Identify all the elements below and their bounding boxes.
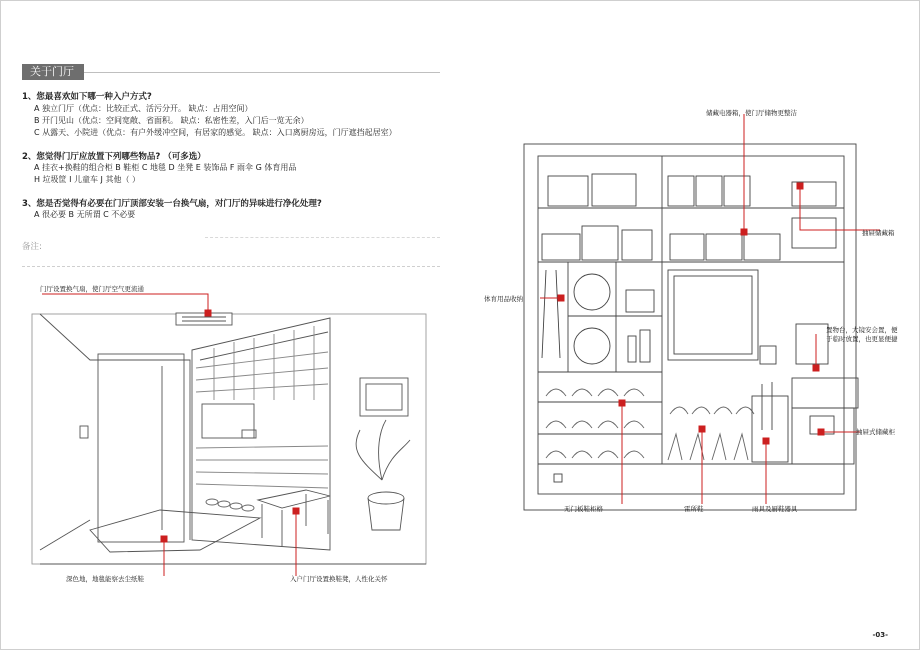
question-1: 1、您最喜欢如下哪一种入户方式? xyxy=(22,92,152,102)
callout-pull-out-box: 抽屉储藏箱 xyxy=(862,229,895,237)
callout-floor: 深色地，地毯能察去尘纸鞋 xyxy=(66,575,144,583)
divider xyxy=(205,237,440,238)
callout-top-shelf: 储藏电器箱，使门厅储物更整洁 xyxy=(706,109,797,117)
callout-stool: 入户门厅设置换鞋凳，人性化关怀 xyxy=(290,575,388,583)
page-number: -03- xyxy=(872,631,888,639)
question-1-option-b: B 开门见山（优点：空间宽敞、省面积。 缺点：私密性差，入门后一览无余） xyxy=(34,116,309,125)
callout-umbrella: 雨具及厨鞋器具 xyxy=(752,505,798,513)
callout-sports: 体育用品收纳 xyxy=(484,295,523,303)
callout-base-drawer: 抽屉式储藏柜 xyxy=(856,428,895,436)
question-3-options: A 很必要 B 无所谓 C 不必要 xyxy=(34,210,136,219)
callout-ceiling-fan: 门厅设置换气扇，使门厅空气更流通 xyxy=(40,285,144,293)
question-2-options-row1: A 挂衣+换鞋的组合柜 B 鞋柜 C 地毯 D 坐凳 E 装饰品 F 雨伞 G 体育用品 xyxy=(34,163,297,172)
callout-shoe-bench: 无门板鞋柜格 xyxy=(564,505,603,513)
callout-pull-board: 置物台，大镜安会置，便于临时放置，也更显便捷 xyxy=(826,326,898,343)
remark-label: 备注: xyxy=(22,242,42,252)
callout-shoes: 雷所鞋 xyxy=(684,505,704,513)
question-2: 2、您觉得门厅应放置下列哪些物品? （可多选） xyxy=(22,152,206,162)
cabinet-elevation-illustration xyxy=(480,100,900,520)
remark-line xyxy=(22,266,440,267)
question-1-option-c: C 从露天、小院进（优点：有户外缓冲空间，有居家的感觉。 缺点：入口离厨房远，门厅遮挡起居室） xyxy=(34,128,397,137)
section-title: 关于门厅 xyxy=(22,64,84,80)
entrance-hall-illustration xyxy=(30,280,430,590)
question-1-option-a: A 独立门厅（优点：比较正式、活污分开。 缺点：占用空间） xyxy=(34,104,253,113)
section-rule xyxy=(84,72,440,73)
question-3: 3、您是否觉得有必要在门厅顶部安装一台换气扇，对门厅的异味进行净化处理? xyxy=(22,199,322,209)
question-2-options-row2: H 垃圾筐 I 儿童车 J 其他（ ） xyxy=(34,175,140,184)
